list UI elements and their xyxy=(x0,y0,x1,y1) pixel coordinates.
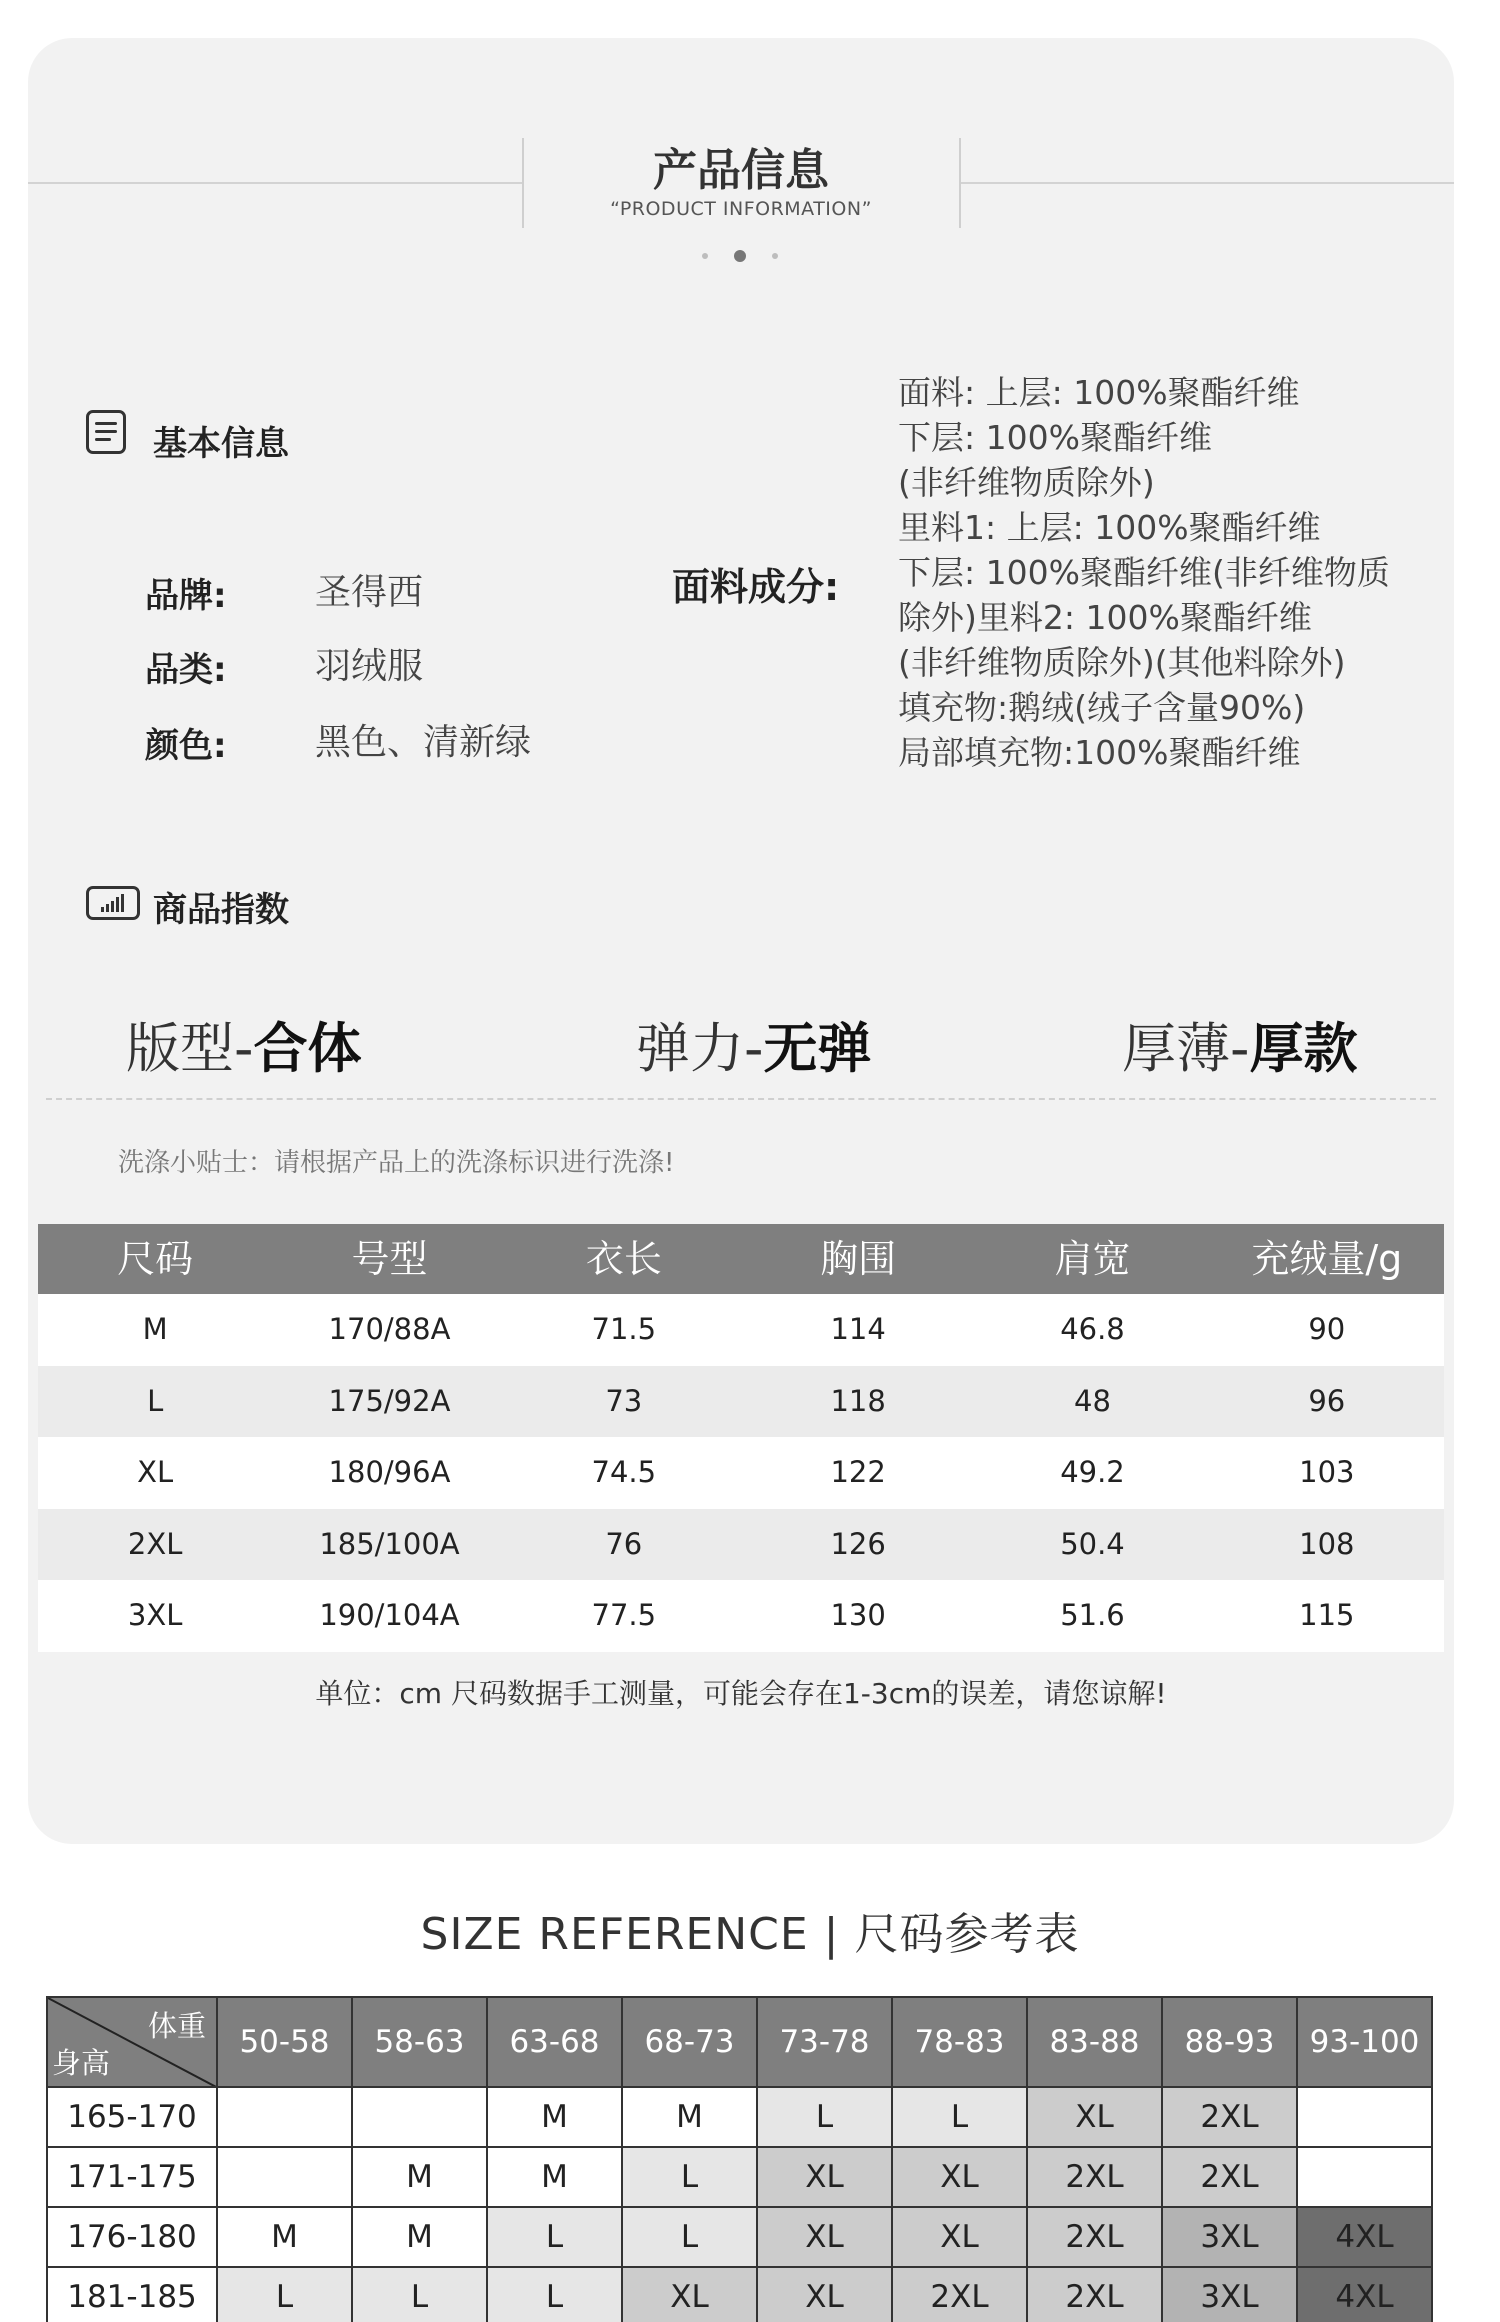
fabric-line: 下层: 100%聚酯纤维 xyxy=(898,418,1212,457)
fit-value: 合体 xyxy=(253,1017,362,1080)
size-measurement-table xyxy=(38,1224,1444,1652)
table-cell: 108 xyxy=(1299,1526,1355,1561)
column-header: 胸围 xyxy=(820,1237,897,1281)
height-label: 165-170 xyxy=(47,2087,217,2147)
column-header: 充绒量/g xyxy=(1251,1237,1403,1281)
weight-header: 63-68 xyxy=(487,1997,622,2087)
grid-cell: M xyxy=(352,2207,487,2267)
grid-cell: M xyxy=(487,2087,622,2147)
weight-header: 93-100 xyxy=(1297,1997,1432,2087)
basic-info-title: 基本信息 xyxy=(153,424,289,464)
column-header: 衣长 xyxy=(585,1237,662,1281)
table-cell: XL xyxy=(137,1455,174,1489)
brand-value: 圣得西 xyxy=(315,572,424,613)
brand-label: 品牌: xyxy=(145,576,227,616)
fabric-label: 面料成分: xyxy=(672,565,840,609)
fabric-line: 局部填充物:100%聚酯纤维 xyxy=(898,733,1301,772)
fabric-line: 下层: 100%聚酯纤维(非纤维物质 xyxy=(898,553,1390,592)
table-row xyxy=(38,1509,1444,1581)
fabric-line: 填充物:鹅绒(绒子含量90%) xyxy=(898,688,1306,727)
grid-cell: 2XL xyxy=(1027,2147,1162,2207)
dot-icon xyxy=(734,250,746,262)
table-cell: 77.5 xyxy=(591,1598,657,1632)
product-info-card xyxy=(28,38,1454,1844)
grid-cell: M xyxy=(217,2207,352,2267)
column-header: 号型 xyxy=(351,1237,428,1281)
size-reference-grid xyxy=(46,1996,1433,2322)
grid-cell: XL xyxy=(757,2207,892,2267)
table-cell: 190/104A xyxy=(319,1598,460,1632)
weight-header: 73-78 xyxy=(757,1997,892,2087)
table-cell: 170/88A xyxy=(328,1312,451,1346)
table-cell: L xyxy=(147,1383,164,1418)
table-cell: 175/92A xyxy=(328,1383,451,1418)
grid-cell: 3XL xyxy=(1162,2207,1297,2267)
fabric-line: (非纤维物质除外) xyxy=(898,463,1155,502)
table-row xyxy=(38,1294,1444,1366)
table-cell: 180/96A xyxy=(328,1455,451,1489)
table-cell: 2XL xyxy=(127,1526,183,1561)
grid-header-row xyxy=(47,1997,1432,2087)
grid-corner-cell xyxy=(47,1997,217,2087)
color-label: 颜色: xyxy=(145,726,227,766)
grid-row xyxy=(47,2147,1432,2207)
thickness-metric xyxy=(1122,1006,1358,1083)
table-cell: 118 xyxy=(830,1383,886,1418)
signal-bars-icon xyxy=(86,886,140,920)
grid-cell xyxy=(352,2087,487,2147)
grid-cell: L xyxy=(757,2087,892,2147)
table-header xyxy=(38,1224,1444,1294)
header-divider-left xyxy=(28,182,522,184)
dashed-divider xyxy=(46,1098,1436,1100)
header-divider-right xyxy=(960,182,1454,184)
category-value: 羽绒服 xyxy=(315,646,424,687)
table-cell: 74.5 xyxy=(591,1455,657,1489)
table-row xyxy=(38,1366,1444,1438)
table-cell: 90 xyxy=(1308,1312,1346,1346)
table-cell: 185/100A xyxy=(319,1526,460,1561)
grid-cell: L xyxy=(217,2267,352,2322)
grid-cell: L xyxy=(352,2267,487,2322)
table-cell: 73 xyxy=(605,1383,643,1418)
header-dots xyxy=(702,248,782,264)
stretch-label: 弹力- xyxy=(636,1017,764,1080)
grid-cell: XL xyxy=(757,2147,892,2207)
product-index-title: 商品指数 xyxy=(153,890,289,930)
column-header: 肩宽 xyxy=(1054,1237,1131,1281)
fit-label: 版型- xyxy=(126,1017,254,1080)
wash-tip: 洗涤小贴士：请根据产品上的洗涤标识进行洗涤! xyxy=(118,1148,675,1178)
height-axis-label: 身高 xyxy=(52,2046,111,2080)
table-cell: 76 xyxy=(605,1526,643,1561)
grid-cell: XL xyxy=(892,2147,1027,2207)
grid-cell: L xyxy=(622,2207,757,2267)
table-cell: 50.4 xyxy=(1060,1526,1125,1561)
grid-cell xyxy=(217,2087,352,2147)
table-cell: 3XL xyxy=(127,1598,183,1632)
stretch-value: 无弹 xyxy=(763,1017,872,1080)
grid-cell: M xyxy=(487,2147,622,2207)
grid-cell xyxy=(1297,2147,1432,2207)
table-cell: 122 xyxy=(830,1455,886,1489)
table-cell: 71.5 xyxy=(591,1312,657,1346)
grid-cell: 4XL xyxy=(1297,2267,1432,2322)
table-cell: 114 xyxy=(830,1312,886,1346)
page-subtitle: “PRODUCT INFORMATION” xyxy=(610,198,872,220)
grid-row xyxy=(47,2207,1432,2267)
grid-cell: L xyxy=(622,2147,757,2207)
height-label: 171-175 xyxy=(47,2147,217,2207)
table-cell: 48 xyxy=(1074,1383,1111,1418)
grid-cell: 2XL xyxy=(1027,2207,1162,2267)
weight-header: 88-93 xyxy=(1162,1997,1297,2087)
height-label: 176-180 xyxy=(47,2207,217,2267)
grid-cell: XL xyxy=(1027,2087,1162,2147)
weight-header: 68-73 xyxy=(622,1997,757,2087)
grid-cell: M xyxy=(352,2147,487,2207)
dot-icon xyxy=(772,253,778,259)
fit-metric xyxy=(126,1006,362,1083)
table-cell: 130 xyxy=(830,1598,886,1632)
table-cell: 51.6 xyxy=(1060,1598,1125,1632)
page-title: 产品信息 xyxy=(653,145,829,196)
grid-cell: XL xyxy=(622,2267,757,2322)
grid-cell: L xyxy=(487,2207,622,2267)
grid-cell: XL xyxy=(892,2207,1027,2267)
grid-cell: 2XL xyxy=(1162,2087,1297,2147)
fabric-line: 面料: 上层: 100%聚酯纤维 xyxy=(898,373,1300,412)
grid-cell: 3XL xyxy=(1162,2267,1297,2322)
fabric-line: 里料1: 上层: 100%聚酯纤维 xyxy=(898,508,1321,547)
table-cell: 96 xyxy=(1308,1383,1346,1418)
grid-cell: XL xyxy=(757,2267,892,2322)
weight-header: 58-63 xyxy=(352,1997,487,2087)
grid-cell: M xyxy=(622,2087,757,2147)
table-cell: 46.8 xyxy=(1060,1312,1125,1346)
grid-cell xyxy=(217,2147,352,2207)
table-cell: 103 xyxy=(1299,1455,1355,1489)
grid-cell: 4XL xyxy=(1297,2207,1432,2267)
size-reference-title: SIZE REFERENCE | 尺码参考表 xyxy=(420,1909,1080,1960)
fabric-line: 除外)里料2: 100%聚酯纤维 xyxy=(898,598,1312,637)
color-value: 黑色、清新绿 xyxy=(315,722,532,763)
weight-axis-label: 体重 xyxy=(147,2009,206,2043)
grid-row xyxy=(47,2087,1432,2147)
document-check-icon xyxy=(86,410,126,454)
fabric-composition xyxy=(898,370,1454,775)
table-cell: 49.2 xyxy=(1060,1455,1125,1489)
grid-cell: 2XL xyxy=(1162,2147,1297,2207)
thickness-label: 厚薄- xyxy=(1122,1017,1250,1080)
stretch-metric xyxy=(636,1006,872,1083)
grid-cell xyxy=(1297,2087,1432,2147)
table-cell: M xyxy=(142,1312,168,1346)
table-row xyxy=(38,1437,1444,1509)
thickness-value: 厚款 xyxy=(1249,1017,1358,1080)
weight-header: 50-58 xyxy=(217,1997,352,2087)
weight-header: 78-83 xyxy=(892,1997,1027,2087)
grid-cell: 2XL xyxy=(1027,2267,1162,2322)
height-label: 181-185 xyxy=(47,2267,217,2322)
category-label: 品类: xyxy=(145,650,227,690)
grid-cell: L xyxy=(487,2267,622,2322)
column-header: 尺码 xyxy=(117,1237,194,1281)
table-cell: 115 xyxy=(1299,1598,1355,1632)
table-row xyxy=(38,1580,1444,1652)
unit-note: 单位：cm 尺码数据手工测量，可能会存在1-3cm的误差，请您谅解! xyxy=(315,1677,1167,1710)
fabric-line: (非纤维物质除外)(其他料除外) xyxy=(898,643,1346,682)
table-cell: 126 xyxy=(830,1526,886,1561)
weight-header: 83-88 xyxy=(1027,1997,1162,2087)
grid-row xyxy=(47,2267,1432,2322)
grid-cell: L xyxy=(892,2087,1027,2147)
grid-cell: 2XL xyxy=(892,2267,1027,2322)
dot-icon xyxy=(702,253,708,259)
